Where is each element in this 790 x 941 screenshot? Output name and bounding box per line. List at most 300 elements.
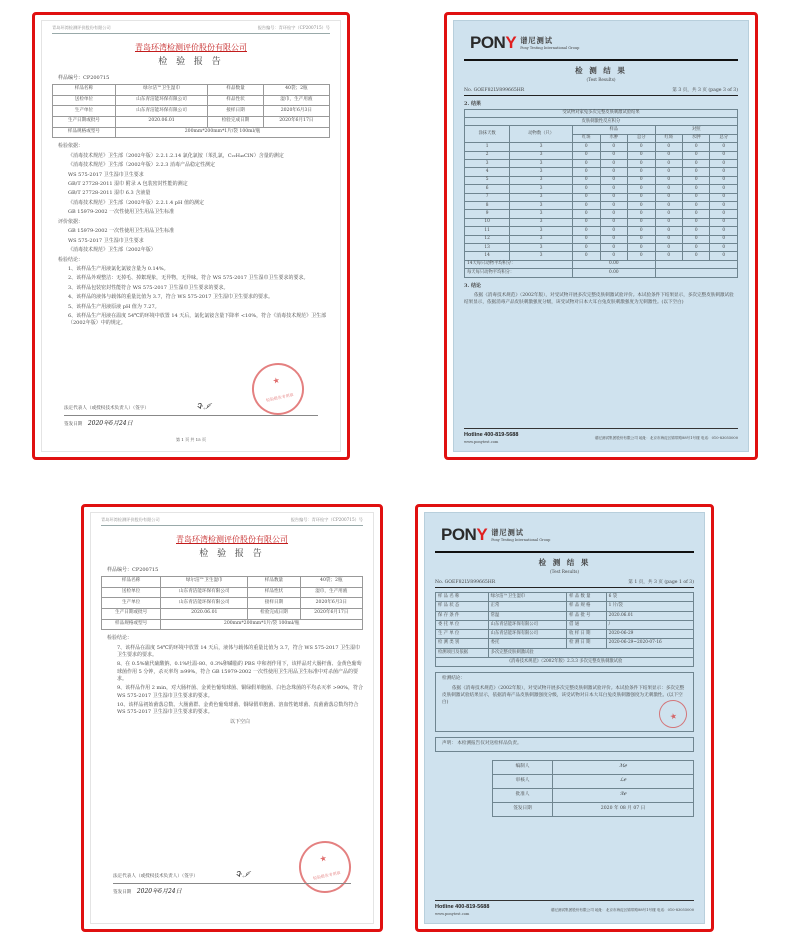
info-value: 6 袋 [606, 593, 693, 602]
sample-info-table [52, 84, 330, 138]
seal-text: 检验报告专用章 [265, 391, 294, 403]
pony-logo [470, 31, 516, 56]
score-cell: 0 [682, 193, 709, 201]
cell-label: 检验完成日期 [208, 116, 264, 127]
sample-number: 样品编号：CP200715 [107, 566, 159, 573]
info-label: 委 托 单 位 [436, 620, 489, 629]
score-cell: 0 [573, 252, 600, 260]
info-value: 委托 [488, 639, 566, 648]
cell-label: 生产日期或批号 [102, 608, 161, 619]
score-cell: 0 [600, 151, 627, 159]
cell-label: 样品性状 [208, 95, 264, 106]
header-report-no: 报告编号：青环检字（CP200715）号 [257, 25, 330, 30]
day-cell: 9 [465, 210, 510, 218]
cell-value: 2020年6月3日 [300, 598, 362, 609]
cell-value: 2020.06.01 [115, 116, 207, 127]
count-cell: 3 [510, 185, 573, 193]
score-cell: 0 [600, 193, 627, 201]
info-row [436, 630, 694, 639]
mean-control [655, 269, 738, 277]
cell-value: 200mm*200mm*1片/袋 100ml/瓶 [115, 127, 329, 138]
header-org: 青岛环湾检测评价股份有限公司 [52, 25, 111, 30]
score-cell: 0 [682, 185, 709, 193]
avg-control [655, 260, 738, 268]
score-cell: 0 [682, 159, 709, 167]
logo-y: Y [505, 33, 517, 52]
info-value: 山东青洁能环保有限公司 [488, 630, 566, 639]
score-cell: 0 [628, 143, 655, 151]
eval-title: 评价依据： [58, 218, 84, 225]
info-value: 2020.06.01 [606, 611, 693, 620]
day-row [465, 201, 738, 209]
score-cell: 0 [600, 218, 627, 226]
conclusion-title: 检验结论： [107, 635, 133, 642]
qingdao-report-card[interactable] [32, 12, 350, 460]
score-cell: 0 [710, 218, 738, 226]
day-row [465, 176, 738, 184]
footer-address: 谱尼测试集团股份有限公司 地址：北京市海淀区锦带路88号1号楼 电话：010-83055000 [550, 907, 694, 912]
score-cell: 0 [600, 201, 627, 209]
score-cell: 0 [655, 235, 682, 243]
col-header-erythema: 红斑 [655, 134, 682, 142]
score-cell: 0 [600, 176, 627, 184]
score-cell: 0 [710, 210, 738, 218]
seal-text: 检验报告专用章 [312, 869, 341, 881]
score-cell: 0 [655, 201, 682, 209]
date-value: 2020年6月24日 [87, 420, 133, 428]
cell-value: 绿尔洁™卫生湿巾 [115, 84, 207, 95]
count-cell: 3 [510, 159, 573, 167]
report-number-line [435, 580, 694, 589]
cell-label: 生产单位 [102, 598, 161, 609]
score-cell: 0 [710, 151, 738, 159]
info-label: 借 通 [567, 620, 606, 629]
basis-item: WS 575-2017 卫生湿巾卫生要求 [68, 171, 144, 178]
blank-marker: 以下空白 [229, 718, 250, 725]
score-cell: 0 [682, 143, 709, 151]
day-row [465, 159, 738, 167]
reviewer-signature: ℒℯ [553, 774, 694, 788]
score-cell: 0 [628, 244, 655, 252]
method-value: 《消毒技术规范》（2002年版）2.3.3 多次完整皮肤刺激试验 [436, 657, 694, 666]
sign-date-label: 签发日期 [492, 802, 552, 816]
info-label: 收 样 日 期 [567, 630, 606, 639]
day-row [465, 185, 738, 193]
editor-signature: ℳℯ [553, 760, 694, 774]
day-row [465, 151, 738, 159]
cell-label: 接样日期 [208, 106, 264, 117]
score-cell: 0 [682, 210, 709, 218]
cell-label: 样品规格或型号 [102, 619, 161, 630]
date-label: 签发日期 [64, 422, 83, 428]
cell-label: 样品名称 [53, 84, 116, 95]
info-label: 样 品 数 量 [567, 593, 606, 602]
hotline: Hotline 400-819-5688 [464, 431, 519, 438]
col-header-total: 总分 [628, 134, 655, 142]
signature-area [64, 401, 318, 429]
page-indicator: 第 3 页，共 3 页 (page 3 of 3) [672, 87, 738, 93]
info-row [436, 620, 694, 629]
score-cell: 0 [573, 159, 600, 167]
day-cell: 6 [465, 185, 510, 193]
sample-number: 样品编号：CP200715 [58, 74, 110, 81]
score-cell: 0 [655, 151, 682, 159]
eval-item: GB 15979-2002 一次性使用卫生用品卫生标准 [68, 228, 175, 235]
score-cell: 0 [573, 210, 600, 218]
table-subtitle: 皮肤刺激性反应积分 [465, 117, 738, 125]
day-cell: 10 [465, 218, 510, 226]
score-cell: 0 [655, 143, 682, 151]
score-cell: 0 [628, 185, 655, 193]
company-cn-name: 谱尼测试 [520, 35, 553, 45]
hotline: Hotline 400-819-5688 [435, 903, 490, 910]
cell-label: 接样日期 [248, 598, 300, 609]
basis-item: GB/T 27728-2011 湿巾 附录 A 包装密封性能的测定 [68, 181, 188, 188]
score-cell: 0 [628, 210, 655, 218]
logo-text: PON [470, 33, 506, 52]
info-value: 正常 [488, 602, 566, 611]
approver-label: 批准人 [492, 788, 552, 802]
day-cell: 14 [465, 252, 510, 260]
cell-label: 样品名称 [102, 576, 161, 587]
cell-value: 200mm*200mm*1片/袋 100ml/瓶 [161, 619, 363, 630]
day-row [465, 218, 738, 226]
info-value: 绿尔洁™卫生湿巾 [488, 593, 566, 602]
score-cell: 0 [682, 218, 709, 226]
score-cell: 0 [628, 201, 655, 209]
score-cell: 0 [710, 176, 738, 184]
count-cell: 3 [510, 193, 573, 201]
sample-info-table [101, 576, 363, 630]
info-row [436, 611, 694, 620]
score-cell: 0 [600, 235, 627, 243]
website: www.ponytest.com [464, 439, 499, 444]
day-row [465, 210, 738, 218]
score-cell: 0 [573, 176, 600, 184]
table-title: 受试物对家兔多次完整皮肤刺激试验结果 [465, 109, 738, 117]
conclusion-item: 3、该样品包装密封性能符合 WS 575-2017 卫生湿巾卫生要求的要求。 [68, 284, 229, 291]
score-cell: 0 [628, 235, 655, 243]
score-cell: 0 [710, 227, 738, 235]
col-header-days: 涂抹天数 [465, 126, 510, 143]
score-cell: 0 [655, 168, 682, 176]
cell-value: 40袋；2瓶 [263, 84, 329, 95]
info-label: 样 品 规 格 [567, 602, 606, 611]
pony-result-card-p1[interactable] [415, 504, 714, 932]
score-cell: 0 [628, 193, 655, 201]
day-row [465, 244, 738, 252]
cell-label: 样品数量 [248, 576, 300, 587]
eval-item: 《消毒技术规范》卫生部（2002年版） [68, 247, 156, 254]
report-body [52, 143, 330, 327]
score-cell: 0 [600, 159, 627, 167]
score-cell: 0 [600, 252, 627, 260]
basis-item: GB/T 27728-2011 湿巾 6.3 含液量 [68, 190, 151, 197]
score-cell: 0 [710, 244, 738, 252]
day-row [465, 143, 738, 151]
page-header [101, 517, 363, 526]
score-cell: 0 [682, 252, 709, 260]
conclusion-title: 检验结论： [58, 256, 84, 263]
mean-label: 每天每只动物平均积分： [465, 269, 573, 277]
count-cell: 3 [510, 210, 573, 218]
score-cell: 0 [600, 168, 627, 176]
score-cell: 0 [710, 235, 738, 243]
conclusion-item: 7、该样品在温度 54℃的环境中放置 14 天后，液体与载体的重量比值为 3.7，符合 WS 575-2017 卫生湿巾卫生要求的要求。 [117, 644, 361, 658]
conclusion-item: 5、该样品生产用液原液 pH 值为 7.27。 [68, 303, 160, 310]
score-cell: 0 [710, 185, 738, 193]
col-header-count: 动物数（只） [510, 126, 573, 143]
score-cell: 0 [655, 244, 682, 252]
count-cell: 3 [510, 201, 573, 209]
count-cell: 3 [510, 176, 573, 184]
score-cell: 0 [710, 201, 738, 209]
result-title: 检 测 结 果 [538, 557, 591, 567]
report-number-line [464, 88, 738, 97]
count-cell: 3 [510, 151, 573, 159]
info-label: 检 测 类 别 [436, 639, 489, 648]
conclusion-text: 依据《消毒技术规范》（2002年版），对受试物开展多次完整皮肤刺激试验评价。本试验条件下结果显示，多次完整皮肤刺激试验结果显示，依据消毒产品皮肤刺激强度分级，该受试物对日本大耳白兔皮肤刺激强度为无刺激性。(以下空白) [464, 292, 734, 305]
count-cell: 3 [510, 218, 573, 226]
day-row [465, 227, 738, 235]
cell-value: 2020年6月17日 [263, 116, 329, 127]
score-cell: 0 [628, 252, 655, 260]
pony-header [470, 31, 738, 56]
cell-value: 湿巾，生产用液 [300, 587, 362, 598]
score-cell: 0 [573, 193, 600, 201]
score-cell: 0 [573, 201, 600, 209]
score-cell: 0 [682, 176, 709, 184]
cell-label: 生产日期或批号 [53, 116, 116, 127]
score-cell: 0 [710, 168, 738, 176]
header-divider [435, 551, 694, 553]
page-indicator: 第 1 页，共 3 页 (page 1 of 3) [628, 579, 694, 585]
statement-box [435, 737, 694, 752]
col-header-control: 对照 [655, 126, 738, 134]
score-cell: 0 [682, 244, 709, 252]
approver-signature: ℛℯ [553, 788, 694, 802]
score-cell: 0 [573, 235, 600, 243]
day-row [465, 235, 738, 243]
score-cell: 0 [682, 151, 709, 159]
score-cell: 0 [600, 143, 627, 151]
reviewer-label: 审核人 [492, 774, 552, 788]
score-cell: 0 [655, 185, 682, 193]
pony-logo [441, 523, 487, 548]
score-cell: 0 [573, 185, 600, 193]
col-header-erythema: 红斑 [573, 134, 600, 142]
logo-text: PON [441, 525, 477, 544]
score-cell: 0 [682, 201, 709, 209]
cell-value: 山东青洁能环保有限公司 [161, 598, 248, 609]
pony-footer [435, 900, 694, 917]
score-cell: 0 [682, 168, 709, 176]
score-cell: 0 [573, 143, 600, 151]
signature: Ꮈ·ℐ [196, 401, 211, 411]
info-label: 样 品 名 称 [436, 593, 489, 602]
score-cell: 0 [628, 151, 655, 159]
info-label: 保 存 条 件 [436, 611, 489, 620]
day-cell: 13 [465, 244, 510, 252]
company-en-name: Pony Testing International Group [491, 538, 551, 542]
conclusion-item: 9、该样品作用 2 min，对大肠杆菌、金黄色葡萄球菌、铜绿假单胞菌、白色念珠菌的平均杀灭率 >90%，符合 WS 575-2017 卫生湿巾卫生要求的要求。 [117, 685, 363, 699]
statement-label: 声明： [442, 741, 456, 746]
col-header-edema: 水肿 [682, 134, 709, 142]
day-cell: 11 [465, 227, 510, 235]
day-cell: 2 [465, 151, 510, 159]
section-conclusion: 3. 结论 [464, 282, 481, 289]
pony-result-page [424, 512, 705, 924]
section-results: 2. 结果 [464, 101, 481, 108]
score-cell: 0 [655, 210, 682, 218]
score-cell: 0 [573, 168, 600, 176]
info-value: 2020-06-29~2020-07-16 [606, 639, 693, 648]
irritation-table [464, 109, 738, 278]
basis-item: 《消毒技术规范》卫生部（2002年版）2.2.1.2.14 氯化氯铵（苯扎氯，C₂₂H₄₀ClN）含量的测定 [68, 152, 284, 159]
score-cell: 0 [710, 193, 738, 201]
signature-table [492, 760, 694, 817]
cell-label: 样品性状 [248, 587, 300, 598]
avg-label: 14天每只动物平均积分： [465, 260, 573, 268]
header-report-no: 报告编号：青环检字（CP200715）号 [290, 517, 363, 522]
info-label: 检 测 日 期 [567, 639, 606, 648]
cell-value: 2020.06.01 [161, 608, 248, 619]
day-rows [465, 143, 738, 261]
score-cell: 0 [710, 159, 738, 167]
report-number: No. GOEF82LV899665HR [435, 579, 496, 585]
cell-value: 2020年6月3日 [263, 106, 329, 117]
count-cell: 3 [510, 143, 573, 151]
pony-header [441, 523, 694, 548]
statement-text: 本检测报告仅对送检样品负责。 [457, 741, 522, 746]
pony-result-page [453, 20, 749, 452]
mean-value: 0.00 [573, 269, 655, 277]
score-cell: 0 [628, 227, 655, 235]
score-cell: 0 [600, 185, 627, 193]
info-row [436, 639, 694, 648]
score-cell: 0 [655, 227, 682, 235]
eval-item: WS 575-2017 卫生湿巾卫生要求 [68, 237, 144, 244]
cell-label: 样品规格或型号 [53, 127, 116, 138]
score-cell: 0 [573, 244, 600, 252]
basis-item: 《消毒技术规范》卫生部（2002年版）2.2.1.4 pH 值的测定 [68, 199, 204, 206]
col-header-edema: 水肿 [600, 134, 627, 142]
count-cell: 3 [510, 244, 573, 252]
company-cn-name: 谱尼测试 [491, 527, 524, 537]
page-number: 第 1 页 共 15 页 [176, 437, 206, 443]
score-cell: 0 [655, 176, 682, 184]
col-header-total: 总分 [710, 134, 738, 142]
result-title: 检 测 结 果 [575, 65, 627, 75]
score-cell: 0 [600, 227, 627, 235]
day-row [465, 193, 738, 201]
score-cell: 0 [628, 176, 655, 184]
score-cell: 0 [710, 143, 738, 151]
score-cell: 0 [655, 252, 682, 260]
conclusion-title: 检测结论： [442, 676, 465, 682]
conclusion-item: 1、该样品生产用液氯化氯铵含量为 0.14%。 [68, 265, 169, 272]
info-label: 样 品 状 态 [436, 602, 489, 611]
sample-info-table [435, 592, 694, 667]
score-cell: 0 [628, 218, 655, 226]
info-rows [436, 593, 694, 648]
score-cell: 0 [600, 210, 627, 218]
cell-value: 山东青洁能环保有限公司 [161, 587, 248, 598]
info-value: / [606, 620, 693, 629]
count-cell: 3 [510, 252, 573, 260]
score-cell: 0 [573, 151, 600, 159]
qingdao-report-page [90, 512, 374, 924]
signature: Ꮈ·ℐ [235, 869, 250, 879]
result-subtitle: (Test Results) [586, 76, 616, 82]
logo-y: Y [476, 525, 488, 544]
count-cell: 3 [510, 168, 573, 176]
conclusion-item: 2、该样品外观整洁：无掉毛、掉絮现象，无异物，无异味。符合 WS 575-2017 卫生湿巾卫生要求的要求。 [68, 275, 309, 282]
pony-result-card-p3[interactable] [444, 12, 758, 460]
day-cell: 4 [465, 168, 510, 176]
score-cell: 0 [600, 244, 627, 252]
col-header-sample: 样品 [573, 126, 655, 134]
org-name: 青岛环湾检测评价股份有限公司 [176, 535, 288, 545]
score-cell: 0 [628, 168, 655, 176]
qingdao-report-card-p2[interactable] [81, 504, 383, 932]
signature-area [113, 869, 351, 897]
footer-address: 谱尼测试集团股份有限公司 地址：北京市海淀区锦带路88号1号楼 电话：010-83055000 [594, 435, 738, 440]
cell-label: 送检单位 [53, 95, 116, 106]
info-row [436, 593, 694, 602]
conclusion-text: 依据《消毒技术规范》（2002年版），对受试物开展多次完整皮肤刺激试验评价。本试验条件下结果显示：多次完整皮肤刺激试验结果显示，依据消毒产品皮肤刺激强度分级，该受试物对日本大耳白兔皮肤刺激强度为无刺激性。(以下空白) [442, 685, 685, 705]
sign-date: 2020 年 08 月 07 日 [553, 802, 694, 816]
score-cell: 0 [655, 159, 682, 167]
score-cell: 0 [628, 159, 655, 167]
day-row [465, 252, 738, 260]
day-cell: 12 [465, 235, 510, 243]
date-label: 签发日期 [113, 890, 132, 896]
conclusion-item: 4、该样品的液体与载体的重量比值为 3.7，符合 WS 575-2017 卫生湿巾卫生要求的要求。 [68, 294, 274, 301]
info-value: 1 片/袋 [606, 602, 693, 611]
editor-label: 编制人 [492, 760, 552, 774]
cell-label: 送检单位 [102, 587, 161, 598]
day-cell: 3 [465, 159, 510, 167]
report-title: 检 验 报 告 [199, 548, 265, 559]
score-cell: 0 [710, 252, 738, 260]
result-subtitle: (Test Results) [549, 568, 580, 574]
info-label: 样 品 批 号 [567, 611, 606, 620]
website: www.ponytest.com [435, 911, 470, 916]
info-label: 生 产 单 位 [436, 630, 489, 639]
conclusion-box [435, 672, 694, 732]
conclusion-item: 10、该样品初始菌落总数、大肠菌群、金黄色葡萄球菌、铜绿假单胞菌、溶血性链球菌、真菌菌落总数均符合 WS 575-2017 卫生湿巾卫生要求的要求。 [117, 702, 359, 716]
cell-value: 40袋；2瓶 [300, 576, 362, 587]
day-cell: 5 [465, 176, 510, 184]
cell-label: 样品数量 [208, 84, 264, 95]
day-cell: 8 [465, 201, 510, 209]
avg-value: 0.00 [573, 260, 655, 268]
report-body [101, 635, 363, 726]
conclusion-item: 6、该样品生产用液在温度 54℃的环境中放置 14 天后，氯化氯铵含量下降率 <10%，符合《消毒技术规范》卫生部（2002年版）中的规定。 [68, 313, 327, 327]
cell-value: 山东青洁能环保有限公司 [115, 95, 207, 106]
basis-item: GB 15979-2002 一次性使用卫生用品卫生标准 [68, 209, 175, 216]
info-value: 2020-06-29 [606, 630, 693, 639]
cell-label: 生产单位 [53, 106, 116, 117]
company-en-name: Pony Testing International Group [520, 46, 580, 50]
count-cell: 3 [510, 227, 573, 235]
basis-title: 检验依据： [58, 143, 84, 150]
day-cell: 7 [465, 193, 510, 201]
report-title: 检 验 报 告 [158, 56, 224, 67]
date-value: 2020年6月24日 [136, 888, 182, 896]
org-name: 青岛环湾检测评价股份有限公司 [135, 43, 247, 53]
